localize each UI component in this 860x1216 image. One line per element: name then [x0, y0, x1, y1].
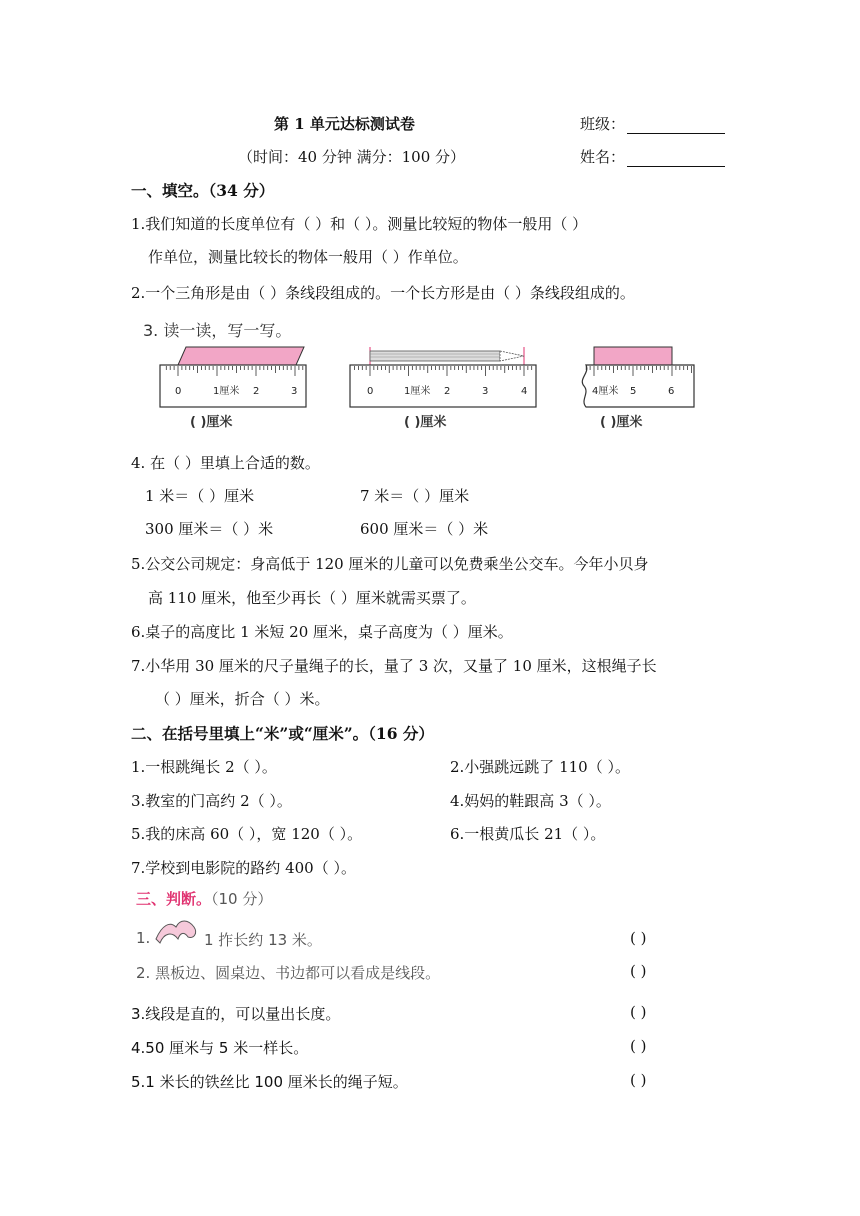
name-label: 姓名：: [580, 148, 626, 166]
s1-q4-c: 300 厘米＝（ ）米: [145, 520, 274, 538]
tick-label: 1厘米: [213, 386, 240, 397]
name-field[interactable]: [580, 146, 725, 167]
tick-label: 3: [291, 386, 298, 397]
s2-item-5: 5.我的床高 60（ ），宽 120（ ）。: [131, 825, 363, 843]
class-blank[interactable]: [627, 119, 725, 134]
s1-q1-line1: 1.我们知道的长度单位有（ ）和（ ）。测量比较短的物体一般用（ ）: [131, 215, 588, 233]
s3-item-5: 5.1 米长的铁丝比 100 厘米长的绳子短。: [131, 1073, 408, 1091]
s1-q4: 4. 在（ ）里填上合适的数。: [131, 454, 320, 472]
s1-q7-line1: 7.小华用 30 厘米的尺子量绳子的长，量了 3 次，又量了 10 厘米，这根绳子长: [131, 657, 657, 675]
pencil-icon: [370, 347, 524, 365]
s3-item-1: 1 拃长约 13 米。: [204, 931, 322, 949]
ruler-3: [578, 345, 698, 409]
tick-label: 4厘米: [592, 386, 619, 397]
s3-item-2-paren[interactable]: ( ): [630, 962, 647, 980]
name-blank[interactable]: [627, 152, 725, 167]
s1-q5-line2: 高 110 厘米，他至少再长（ ）厘米就需买票了。: [148, 589, 476, 607]
page-title: 第 1 单元达标测试卷: [274, 115, 415, 133]
s3-item-5-paren[interactable]: ( ): [630, 1071, 647, 1089]
s1-q1-line2: 作单位，测量比较长的物体一般用（ ）作单位。: [148, 248, 468, 266]
s3-item-4-paren[interactable]: ( ): [630, 1037, 647, 1055]
class-label: 班级：: [580, 115, 626, 133]
pink-parallelogram: [178, 347, 304, 365]
pink-rectangle: [594, 347, 672, 367]
s2-item-2: 2.小强跳远跳了 110（ ）。: [450, 758, 630, 776]
tick-label: 2: [444, 386, 451, 397]
s2-item-7: 7.学校到电影院的路约 400（ ）。: [131, 859, 356, 877]
s1-q7-line2: （ ）厘米，折合（ ）米。: [155, 690, 330, 708]
s2-item-6: 6.一根黄瓜长 21（ ）。: [450, 825, 606, 843]
s3-item-2: 2. 黑板边、圆桌边、书边都可以看成是线段。: [136, 964, 441, 982]
section1-heading: 一、填空。（34 分）: [131, 181, 275, 200]
tick-label: 3: [482, 386, 489, 397]
exam-subtitle: （时间：40 分钟 满分：100 分）: [238, 148, 466, 166]
s3-item-1-paren[interactable]: ( ): [630, 929, 647, 947]
s2-item-4: 4.妈妈的鞋跟高 3（ ）。: [450, 792, 611, 810]
s1-q2: 2.一个三角形是由（ ）条线段组成的。一个长方形是由（ ）条线段组成的。: [131, 284, 635, 302]
tick-label: 4: [521, 386, 528, 397]
tick-label: 0: [367, 386, 374, 397]
s1-q4-b: 7 米＝（ ）厘米: [360, 487, 470, 505]
ruler-2: [348, 345, 538, 409]
s1-q5-line1: 5.公交公司规定：身高低于 120 厘米的儿童可以免费乘坐公交车。今年小贝身: [131, 555, 649, 573]
s1-q3-title: 3. 读一读，写一写。: [143, 321, 292, 340]
section2-heading: 二、在括号里填上“米”或“厘米”。（16 分）: [131, 724, 434, 743]
tick-label: 6: [668, 386, 675, 397]
ruler-1: [158, 345, 310, 409]
ruler-body: [350, 365, 536, 407]
ruler-2-answer[interactable]: ( )厘米: [404, 415, 447, 430]
tick-label: 5: [630, 386, 637, 397]
s1-q6: 6.桌子的高度比 1 米短 20 厘米，桌子高度为（ ）厘米。: [131, 623, 513, 641]
tick-label: 0: [175, 386, 182, 397]
class-field[interactable]: [580, 113, 725, 134]
section3-heading: [136, 888, 272, 909]
s2-item-1: 1.一根跳绳长 2（ ）。: [131, 758, 277, 776]
s3-item-3: 3.线段是直的，可以量出长度。: [131, 1005, 341, 1023]
ruler-1-answer[interactable]: ( )厘米: [190, 415, 233, 430]
section3-heading-main: 三、判断。: [136, 890, 212, 908]
tick-label: 1厘米: [404, 386, 431, 397]
section3-heading-score: （10 分）: [211, 890, 273, 908]
s3-item-3-paren[interactable]: ( ): [630, 1003, 647, 1021]
s1-q4-d: 600 厘米＝（ ）米: [360, 520, 489, 538]
s1-q4-a: 1 米＝（ ）厘米: [145, 487, 255, 505]
hand-span-icon: [154, 917, 200, 947]
s3-item-1-num: 1.: [136, 929, 151, 947]
tick-label: 2: [253, 386, 260, 397]
s3-item-4: 4.50 厘米与 5 米一样长。: [131, 1039, 309, 1057]
s2-item-3: 3.教室的门高约 2（ ）。: [131, 792, 292, 810]
ruler-3-answer[interactable]: ( )厘米: [600, 415, 643, 430]
